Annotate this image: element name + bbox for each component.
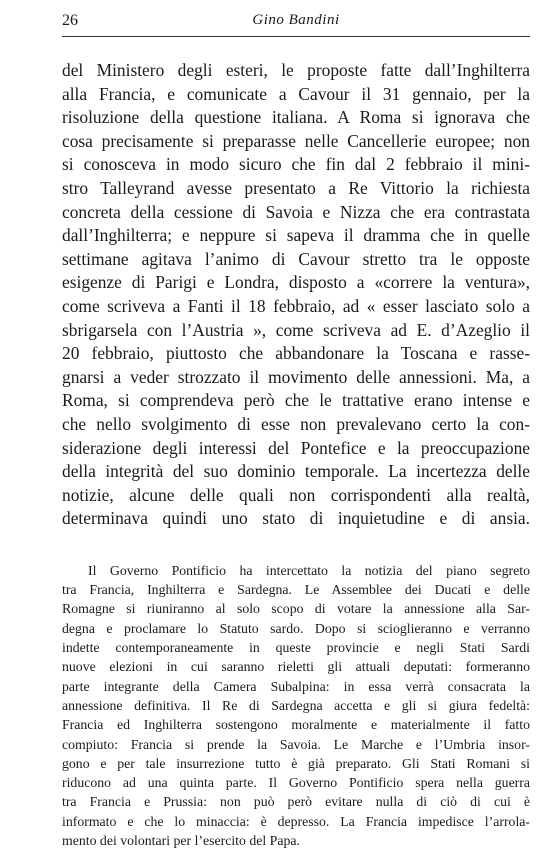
body-line: determinava quindi uno stato di inquietudine e di ansia. <box>62 508 530 529</box>
note-line: informato e che lo minaccia: è depresso. La Francia impedisce l’arrola- <box>62 813 530 829</box>
body-line: concreta della cessione di Savoia e Nizza che era contrastata <box>62 201 530 222</box>
note-line: compiuto: Francia si prende la Savoia. Le Marche e l’Umbria insor- <box>62 736 530 752</box>
note-line: nuove elezioni in cui saranno rieletti gli attuali deputati: formeranno <box>62 659 530 675</box>
body-line: si conosceva in modo sicuro che fin dal 2 febbraio il mini- <box>62 154 530 175</box>
body-line: sbrigarsela con l’Austria », come scriveva ad E. d’Azeglio il <box>62 319 530 340</box>
body-line: della integrità del suo dominio temporale. La incertezza delle <box>62 461 530 482</box>
note-line: degna e proclamare lo Statuto sardo. Dopo si scioglieranno e verranno <box>62 620 530 636</box>
note-line: indette contemporaneamente in queste provincie e negli Stati Sardi <box>62 640 530 656</box>
body-line: settimane agitava l’animo di Cavour stretto tra le opposte <box>62 248 530 269</box>
body-line: siderazione degli interessi del Pontefice e la preoccupazione <box>62 437 530 458</box>
body-line: esigenze di Parigi e Londra, disposto a «correre la ventura», <box>62 272 530 293</box>
running-head-author: Gino Bandini <box>252 12 340 28</box>
running-header <box>62 10 530 37</box>
body-paragraph <box>62 59 530 531</box>
body-line: stro Talleyrand avesse presentato a Re Vittorio la richiesta <box>62 177 530 198</box>
body-line: cosa precisamente si preparasse nelle Cancellerie europee; non <box>62 130 530 151</box>
note-line: mento dei volontari per l’esercito del Papa. <box>62 833 300 849</box>
note-line: Romagne si riuniranno al solo scopo di votare la annessione alla Sar- <box>62 601 530 617</box>
body-line: che nello svolgimento di esse non prevalevano certo la con- <box>62 413 530 434</box>
note-line: annessione definitiva. Il Re di Sardegna accetta e gli si giura fedeltà: <box>62 697 530 713</box>
note-line: Francia ed Inghilterra sostengono moralmente e materialmente il fatto <box>62 717 530 733</box>
body-line: alla Francia, e comunicate a Cavour il 31 gennaio, per la <box>62 83 530 104</box>
page <box>62 10 530 850</box>
body-line: dall’Inghilterra; e neppure si sapeva il dramma che in quelle <box>62 225 530 246</box>
body-line: del Ministero degli esteri, le proposte fatte dall’Inghilterra <box>62 60 530 80</box>
note-line: parte integrante della Camera Subalpina: in essa verrà consacrata la <box>62 678 530 694</box>
quoted-note-paragraph <box>62 561 530 850</box>
note-line: riducono ad una quinta parte. Il Governo Pontificio spera nella guerra <box>62 775 530 791</box>
body-line: 20 febbraio, piuttosto che abbandonare la Toscana e rasse- <box>62 343 530 364</box>
body-line: come scriveva a Fanti il 18 febbraio, ad « esser lasciato solo a <box>62 295 530 316</box>
note-line: Il Governo Pontificio ha intercettato la notizia del piano segreto <box>88 562 530 578</box>
body-line: gnarsi a veder strozzato il movimento delle annessioni. Ma, a <box>62 366 530 387</box>
note-line: tra Francia, Inghilterra e Sardegna. Le Assemblee dei Ducati e delle <box>62 582 530 598</box>
note-line: gono e per tale insurrezione tutto è già preparato. Gli Stati Romani si <box>62 755 530 771</box>
note-line: tra Francia e Prussia: non può però evitare nulla di ciò di cui è <box>62 794 530 810</box>
body-line: risoluzione della questione italiana. A Roma si ignorava che <box>62 107 530 128</box>
page-number: 26 <box>62 12 78 29</box>
body-line: Roma, si comprendeva però che le trattative erano intense e <box>62 390 530 411</box>
body-line: notizie, alcune delle quali non corrispondenti alla realtà, <box>62 484 530 505</box>
